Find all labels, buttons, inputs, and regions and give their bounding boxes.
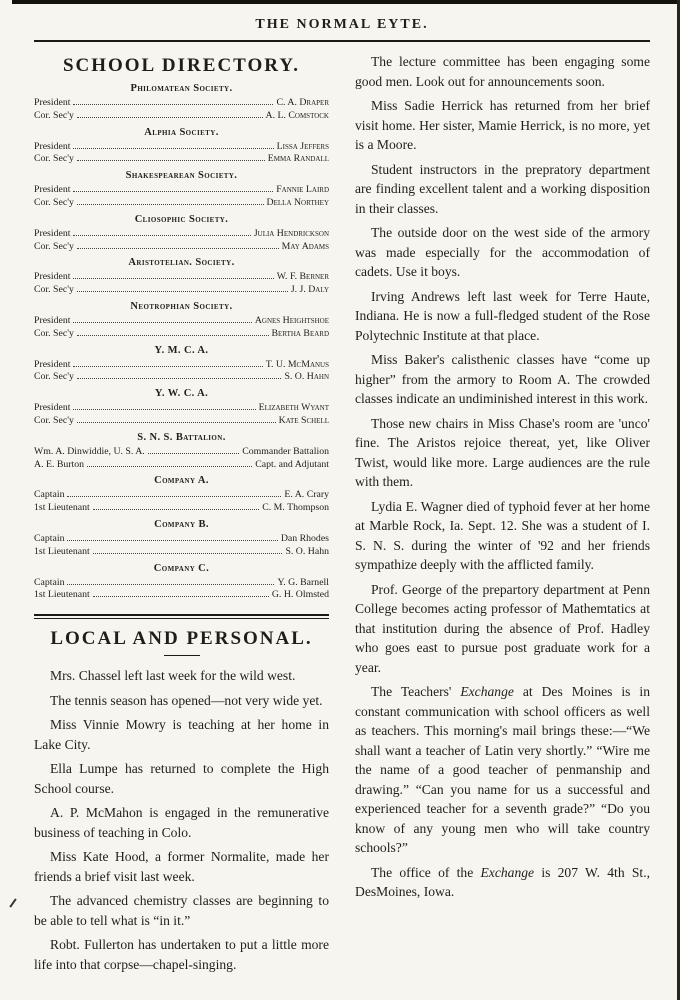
body-text: The lecture committee has been engaging some good men. Look out for announcements soon. [355,54,650,89]
directory-person-name: T. U. McManus [265,358,329,370]
divider-thick-line [34,614,329,616]
masthead-rule [34,40,650,42]
directory-role-label: Cor. Sec'y [34,109,74,121]
dotted-leader [73,322,251,323]
article-paragraph [355,682,650,858]
right-column [355,50,650,979]
directory-role-label: Captain [34,489,65,501]
society-heading: Company A. [154,475,209,487]
article-paragraph [355,863,650,902]
dotted-leader [73,235,250,236]
body-text: Miss Sadie Herrick has returned from her brief visit home. Her sister, Mamie Herrick, is no more, yet is a Moore. [355,98,650,152]
directory-role-label: President [34,358,71,370]
dotted-leader [77,248,279,249]
directory-person-name: Elizabeth Wyant [258,402,329,414]
directory-row [34,197,329,210]
directory-row [34,589,329,602]
society-heading: Aristotelian. Society. [128,257,235,269]
body-text: Miss Baker's calisthenic classes have “come up higher” from the armory to Room A. The crowded classes indicate an undiminished interest in this work. [355,352,650,406]
directory-row [34,446,329,459]
article-paragraph [34,847,329,886]
body-text: The tennis season has opened—not very wide yet. [50,692,323,708]
directory-role-label: Captain [34,576,65,588]
two-column-body [34,50,650,979]
dotted-leader [77,204,264,205]
right-column-articles [355,52,650,902]
directory-person-name: A. L. Comstock [265,109,329,121]
body-text: at Des Moines is in constant communication with school officers as well as teachers. This morning's mail brings these:—“We shall want a teacher of Latin very shortly.” “Wire me the name of a good teacher of penmanship and drawing.” “Can you name for us a successful and experienced teacher for a seventh grade?” “Do you know of any young men who will take country schools?” [355,684,650,855]
body-text: The Teachers' [371,684,461,699]
directory-role-label: President [34,314,71,326]
body-text: The outside door on the west side of the armory was made especially for the accommodation of cadets. Use it boys. [355,225,650,279]
article-paragraph [34,666,329,686]
society-heading: Y. M. C. A. [154,344,209,356]
italic-text: Exchange [460,684,514,699]
directory-row [34,228,329,241]
body-text: Student instructors in the prepratory department are finding excellent talent and a working disposition in their classes. [355,161,650,216]
directory-row [34,415,329,428]
society-heading: Shakespearean Society. [125,170,238,182]
article-paragraph [355,580,650,678]
body-text: Miss Kate Hood, a former Normalite, made her friends a brief visit last week. [34,849,329,884]
italic-text: Exchange [480,864,535,880]
directory-role-label: President [34,271,71,283]
dotted-leader [93,509,259,510]
dotted-leader [77,335,269,336]
body-text: The advanced chemistry classes are beginning to be able to tell what is “in it.” [34,893,329,928]
dotted-leader [73,148,273,149]
society-heading: Alphia Society. [144,126,219,138]
directory-person-name: W. F. Berner [276,271,329,283]
directory-row [34,315,329,328]
dotted-leader [93,596,269,597]
dotted-leader [77,422,276,423]
dotted-leader [77,291,288,292]
directory-person-name: E. A. Crary [284,489,329,501]
dotted-leader [67,540,277,541]
directory-role-label: 1st Lieutenant [34,502,90,514]
dotted-leader [93,553,283,554]
dotted-leader [67,584,274,585]
body-text: is 207 W. 4th St., DesMoines, Iowa. [355,864,650,899]
dotted-leader [77,378,282,379]
directory-row [34,489,329,502]
article-paragraph [34,935,329,974]
body-text: A. P. McMahon is engaged in the remunerative business of teaching in Colo. [34,805,329,840]
directory-role-label: Cor. Sec'y [34,414,74,426]
body-text: Those new chairs in Miss Chase's room are 'unco' fine. The Aristos rejoice thereat, yet, like Oliver Twist, would like more. Large audiences are the rule with them. [355,415,650,489]
article-paragraph [34,691,329,711]
directory-person-name: Della Northey [266,196,329,208]
article-paragraph [355,414,650,492]
directory-person-name: Commander Battalion [242,445,329,457]
society-heading: Company B. [154,518,209,530]
dotted-leader [77,160,265,161]
article-paragraph [34,803,329,842]
dotted-leader [87,466,252,467]
directory-person-name: Emma Randall [267,153,329,165]
directory-row [34,577,329,590]
local-and-personal-title: LOCAL AND PERSONAL. [50,628,313,650]
directory-role-label: Cor. Sec'y [34,284,74,296]
article-paragraph [355,497,650,575]
directory-row [34,371,329,384]
body-text: Irving Andrews left last week for Terre Haute, Indiana. He is now a full-fledged student of the Rose Polytechnic Institute at that place. [355,288,650,343]
title-underline-rule [164,655,200,656]
scan-artifact-mark [9,898,16,907]
society-heading: Company C. [153,562,210,574]
society-heading: Y. W. C. A. [154,388,209,400]
directory-row [34,110,329,123]
body-text: The office of the [371,864,481,880]
directory-row [34,359,329,372]
directory-person-name: Dan Rhodes [280,532,329,544]
directory-person-name: J. J. Daly [290,284,329,296]
left-column [34,50,329,979]
directory-role-label: Cor. Sec'y [34,196,74,208]
article-paragraph [355,52,650,91]
dotted-leader [73,104,273,105]
directory-row [34,459,329,472]
article-paragraph [355,160,650,219]
directory-role-label: Cor. Sec'y [34,327,74,339]
directory-person-name: Julia Hendrickson [253,227,329,239]
society-heading: S. N. S. Battalion. [137,431,226,443]
directory-row [34,502,329,515]
article-paragraph [355,96,650,155]
directory-row [34,402,329,415]
dotted-leader [73,409,255,410]
masthead-header [34,16,650,42]
directory-person-name: Fannie Laird [276,184,329,196]
directory-role-label: President [34,402,71,414]
directory-row [34,241,329,254]
directory-person-name: Agnes Heightshoe [254,314,329,326]
divider-thin-line [34,618,329,619]
dotted-leader [148,453,239,454]
body-text: Robt. Fullerton has undertaken to put a little more life into that corpse—chapel-singing. [34,937,329,972]
directory-person-name: May Adams [281,240,329,252]
dotted-leader [73,366,262,367]
dotted-leader [73,278,273,279]
dotted-leader [73,191,273,192]
school-directory-title: SCHOOL DIRECTORY. [62,55,301,76]
directory-row [34,271,329,284]
directory-role-label: Wm. A. Dinwiddie, U. S. A. [34,445,145,457]
directory-person-name: S. O. Hahn [285,545,329,557]
directory-row [34,284,329,297]
article-paragraph [34,891,329,930]
directory-person-name: Capt. and Adjutant [255,458,329,470]
directory-row [34,533,329,546]
body-text: Ella Lumpe has returned to complete the High School course. [34,761,329,796]
dotted-leader [77,117,263,118]
society-heading: Neotrophian Society. [130,300,233,312]
directory-role-label: President [34,140,71,152]
article-paragraph [34,759,329,798]
directory-person-name: Kate Schell [278,414,329,426]
directory-role-label: Captain [34,532,65,544]
directory-role-label: Cor. Sec'y [34,240,74,252]
directory-row [34,97,329,110]
directory-row [34,546,329,559]
article-paragraph [34,715,329,754]
directory-role-label: President [34,97,71,108]
article-paragraph [355,287,650,346]
directory-role-label: Cor. Sec'y [34,371,74,383]
dotted-leader [67,496,281,497]
directory-person-name: C. M. Thompson [262,502,329,514]
directory-person-name: Y. G. Barnell [277,576,329,588]
directory-role-label: 1st Lieutenant [34,589,90,601]
directory-role-label: President [34,184,71,196]
article-paragraph [355,223,650,282]
body-text: Lydia E. Wagner died of typhoid fever at her home at Marble Rock, Ia. Sept. 12. She was a student of I. S. N. S. during the winter of '92 and her friends sympathize deeply with the afflicted family. [355,498,650,572]
directory-person-name: G. H. Olmsted [271,589,329,601]
masthead-title: THE NORMAL EYTE. [255,17,429,32]
directory-role-label: A. E. Burton [34,458,85,470]
directory-role-label: 1st Lieutenant [34,545,90,557]
scan-artifact-top-edge [12,0,680,4]
directory-person-name: Bertha Beard [271,327,329,339]
directory-person-name: Lissa Jeffers [276,140,329,152]
directory-person-name: C. A. Draper [276,97,329,108]
body-text: Miss Vinnie Mowry is teaching at her home in Lake City. [34,717,329,752]
article-paragraph [355,350,650,409]
directory-row [34,141,329,154]
body-text: Prof. George of the prepartory department at Penn College becomes acting professor of Mathemtatics at that institution during the absence of Prof. Hadley who goes east to pursue post graduate work for a year. [355,581,650,675]
school-directory-list [34,82,329,602]
directory-person-name: S. O. Hahn [284,371,329,383]
directory-row [34,153,329,166]
directory-role-label: President [34,227,71,239]
society-heading: Cliosophic Society. [134,213,229,225]
directory-row [34,184,329,197]
body-text: Mrs. Chassel left last week for the wild west. [50,668,296,684]
directory-row [34,328,329,341]
society-heading: Philomatean Society. [130,83,233,94]
directory-role-label: Cor. Sec'y [34,153,74,165]
local-and-personal-articles [34,666,329,974]
section-divider-rule [34,614,329,619]
